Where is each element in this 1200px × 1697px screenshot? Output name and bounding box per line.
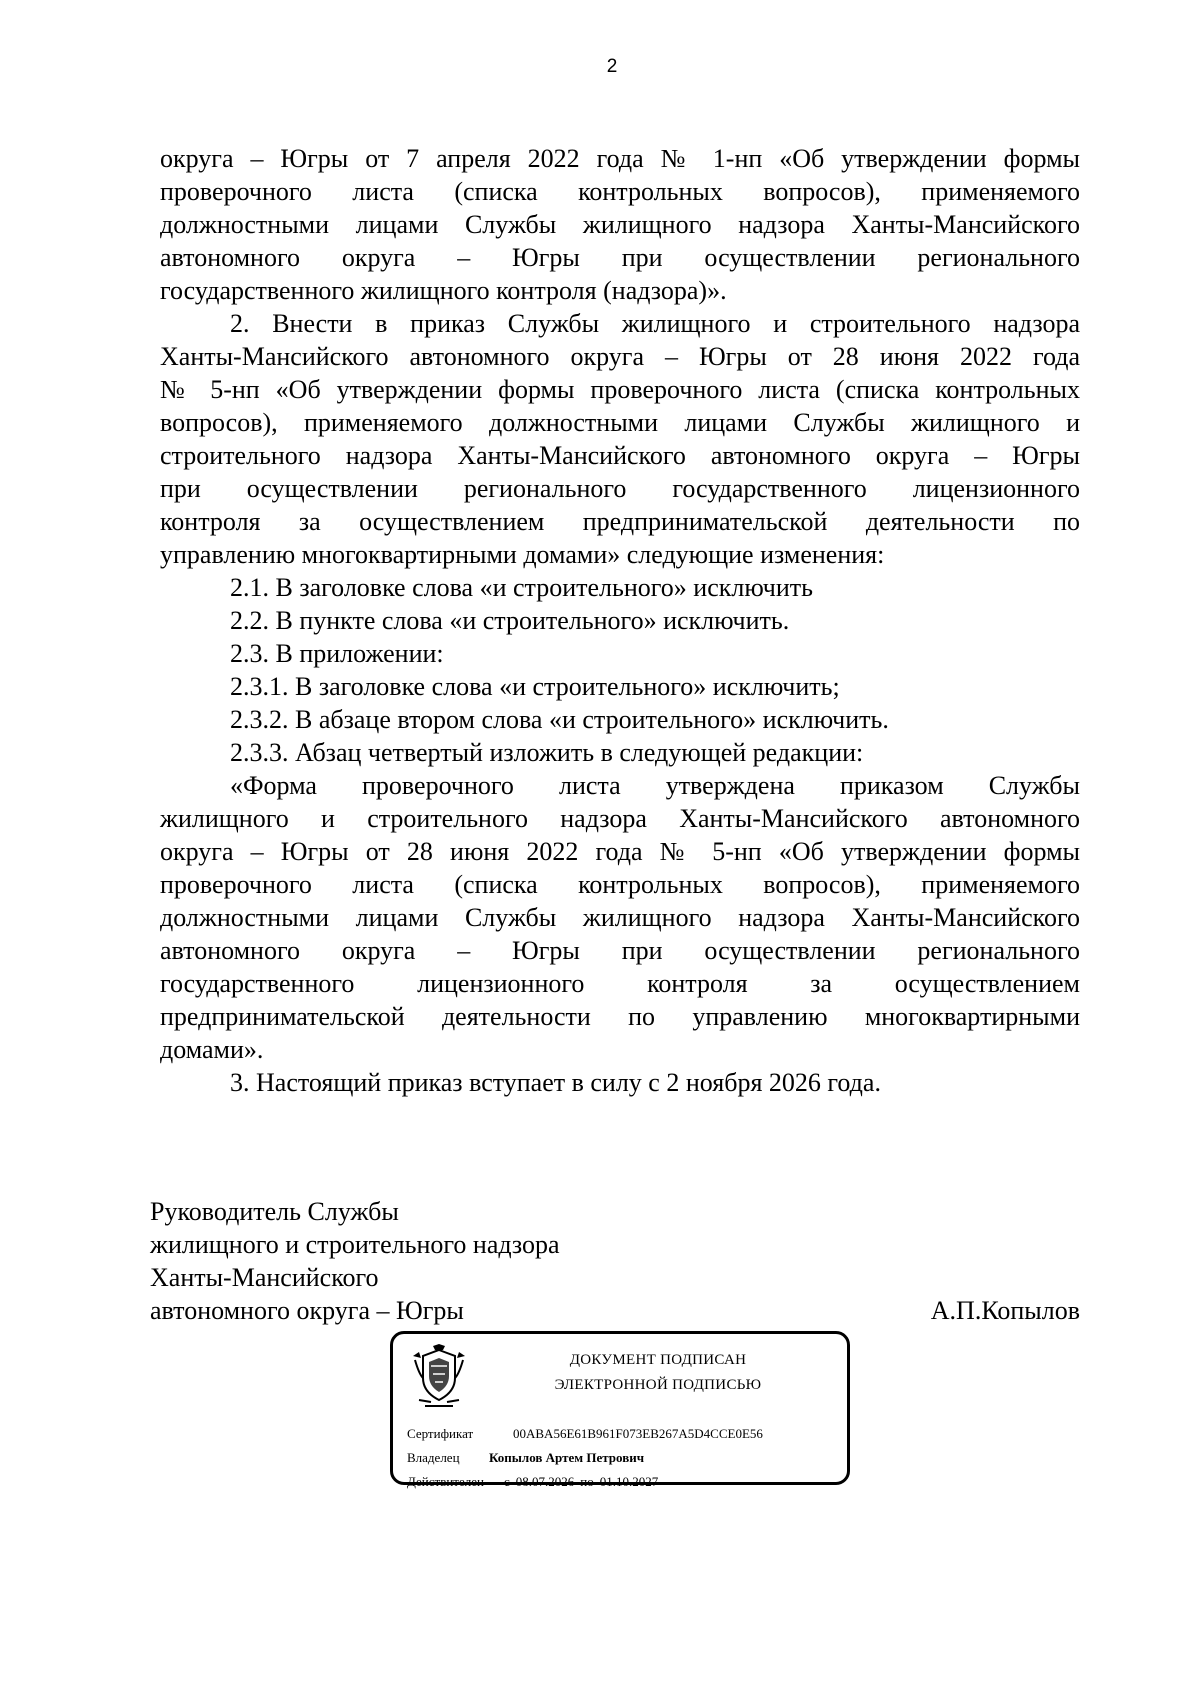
signer-position-line: Руководитель Службы	[150, 1197, 399, 1226]
validity-to-date: 01.10.2027	[599, 1474, 659, 1489]
text-line: вопросов), применяемого должностными лицами Службы жилищного и	[160, 408, 1080, 437]
certificate-value: 00ABA56E61B961F073EB267A5D4CCE0E56	[513, 1426, 763, 1441]
owner-label: Владелец	[407, 1450, 460, 1465]
text-line: должностными лицами Службы жилищного надзора Ханты-Мансийского	[160, 903, 1080, 932]
text-line: государственного жилищного контроля (надзора)».	[160, 276, 727, 305]
signer-name: А.П.Копылов	[930, 1296, 1080, 1325]
owner-value: Копылов Артем Петрович	[489, 1450, 645, 1465]
validity-from-prefix: с	[503, 1474, 510, 1489]
stamp-title	[473, 1348, 843, 1398]
text-line: предпринимательской деятельности по управлению многоквартирными	[160, 1002, 1080, 1031]
text-line: автономного округа – Югры при осуществлении регионального	[160, 936, 1080, 965]
validity-label: Действителен	[407, 1474, 484, 1489]
text-line: «Форма проверочного листа утверждена приказом Службы	[230, 771, 1080, 800]
list-item: 2.1. В заголовке слова «и строительного» исключить	[230, 573, 814, 602]
text-line: домами».	[160, 1035, 264, 1064]
text-line: округа – Югры от 7 апреля 2022 года № 1-нп «Об утверждении формы	[160, 144, 1080, 173]
text-line: при осуществлении регионального государственного лицензионного	[160, 474, 1080, 503]
stamp-validity-row	[407, 1474, 658, 1490]
text-line: жилищного и строительного надзора Ханты-Мансийского автономного	[160, 804, 1080, 833]
quoted-paragraph	[160, 769, 1080, 1066]
signer-position-line: автономного округа – Югры	[150, 1296, 464, 1325]
stamp-title-line: ДОКУМЕНТ ПОДПИСАН	[569, 1352, 747, 1368]
stamp-title-line: ЭЛЕКТРОННОЙ ПОДПИСЬЮ	[554, 1377, 762, 1393]
validity-to-prefix: по	[580, 1474, 594, 1489]
paragraph-3	[160, 1066, 1080, 1099]
list-item: 2.3.2. В абзаце втором слова «и строительного» исключить.	[230, 705, 889, 734]
paragraph-1-continuation	[160, 142, 1080, 307]
text-line: № 5-нп «Об утверждении формы проверочного листа (списка контрольных	[160, 375, 1080, 404]
validity-from-date: 08.07.2026	[515, 1474, 575, 1489]
certificate-label: Сертификат	[407, 1426, 474, 1441]
text-line: контроля за осуществлением предпринимательской деятельности по	[160, 507, 1080, 536]
text-line: 2. Внести в приказ Службы жилищного и строительного надзора	[230, 309, 1080, 338]
text-line: должностными лицами Службы жилищного надзора Ханты-Мансийского	[160, 210, 1080, 239]
text-line: строительного надзора Ханты-Мансийского автономного округа – Югры	[160, 441, 1080, 470]
signer-position-line: Ханты-Мансийского	[150, 1263, 379, 1292]
text-line: управлению многоквартирными домами» следующие изменения:	[160, 540, 885, 569]
text-line: проверочного листа (списка контрольных вопросов), применяемого	[160, 177, 1080, 206]
list-item: 2.3.3. Абзац четвертый изложить в следующей редакции:	[230, 738, 864, 767]
text-line: автономного округа – Югры при осуществлении регионального	[160, 243, 1080, 272]
text-line: округа – Югры от 28 июня 2022 года № 5-нп «Об утверждении формы	[160, 837, 1080, 866]
text-line: 3. Настоящий приказ вступает в силу с 2 ноября 2026 года.	[230, 1068, 881, 1097]
paragraph-2	[160, 307, 1080, 571]
stamp-owner-row	[407, 1450, 644, 1466]
text-line: Ханты-Мансийского автономного округа – Югры от 28 июня 2022 года	[160, 342, 1080, 371]
signer-position-line: жилищного и строительного надзора	[150, 1230, 560, 1259]
list-item: 2.3. В приложении:	[230, 639, 444, 668]
text-line: проверочного листа (списка контрольных вопросов), применяемого	[160, 870, 1080, 899]
electronic-signature-stamp	[390, 1331, 850, 1489]
page-number: 2	[606, 56, 618, 77]
document-body	[160, 142, 1080, 1099]
list-item: 2.2. В пункте слова «и строительного» исключить.	[230, 606, 790, 635]
stamp-certificate-row	[407, 1426, 763, 1442]
signature-block	[150, 1195, 1080, 1327]
list-item: 2.3.1. В заголовке слова «и строительного» исключить;	[230, 672, 840, 701]
coat-of-arms-icon	[411, 1344, 467, 1408]
amendment-items	[160, 571, 1080, 769]
text-line: государственного лицензионного контроля за осуществлением	[160, 969, 1080, 998]
